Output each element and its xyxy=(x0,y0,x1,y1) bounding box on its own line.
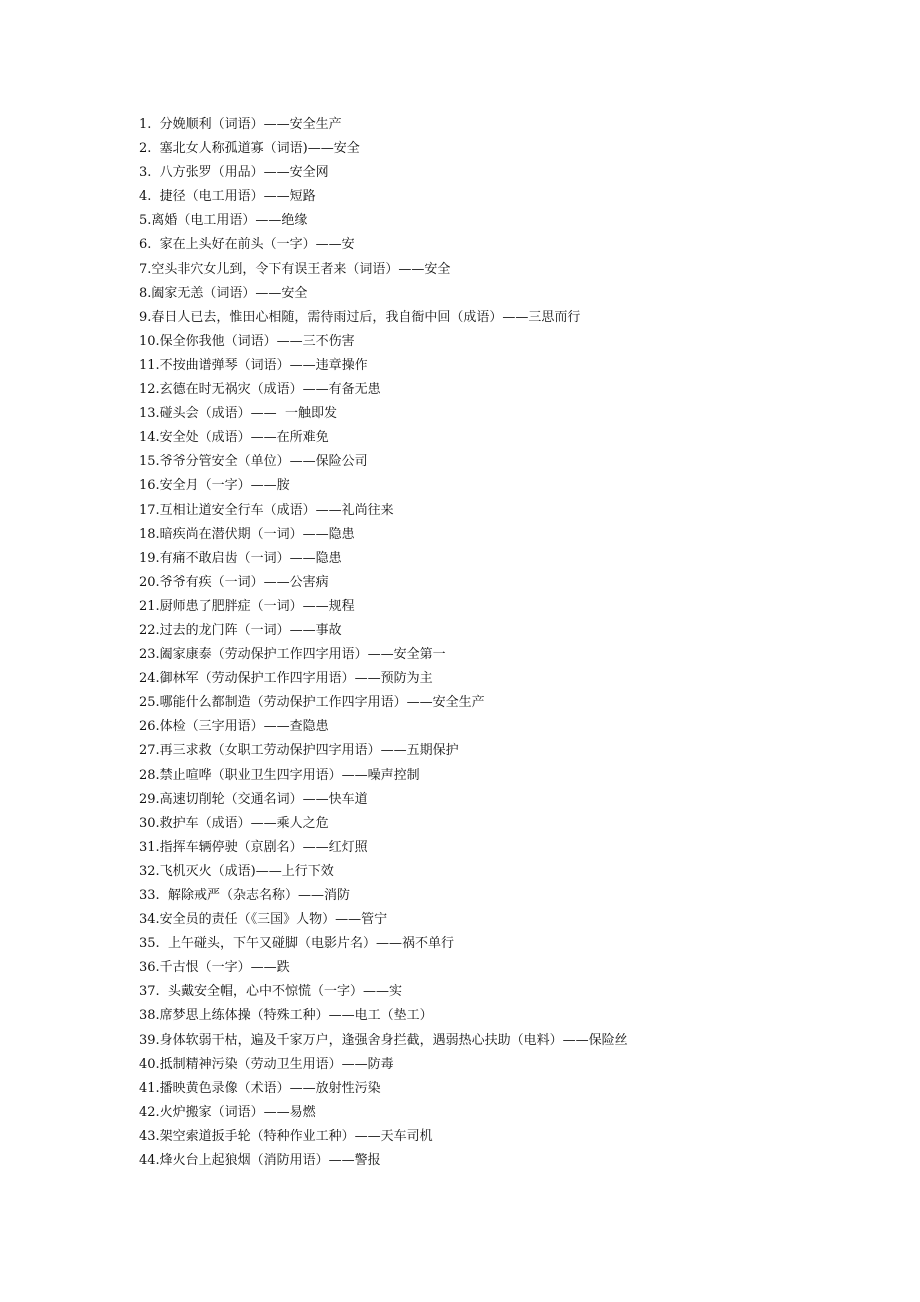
riddle-item xyxy=(139,980,859,1004)
riddle-text: 23.阖家康泰（劳动保护工作四字用语）——安全第一 xyxy=(139,647,446,663)
riddle-item xyxy=(139,1125,859,1149)
riddle-item xyxy=(139,908,859,932)
riddle-item xyxy=(139,1101,859,1125)
riddle-text: 42.火炉搬家（词语）——易燃 xyxy=(139,1104,316,1120)
riddle-item xyxy=(139,667,859,691)
riddle-item xyxy=(139,836,859,860)
riddle-text: 15.爷爷分管安全（单位）——保险公司 xyxy=(139,454,368,470)
riddle-item xyxy=(139,764,859,788)
riddle-item xyxy=(139,1077,859,1101)
riddle-item xyxy=(139,739,859,763)
riddle-text: 24.御林军（劳动保护工作四字用语）——预防为主 xyxy=(139,671,433,687)
riddle-item xyxy=(139,595,859,619)
riddle-item xyxy=(139,185,859,209)
riddle-text: 4. 捷径（电工用语）——短路 xyxy=(139,189,316,205)
riddle-item xyxy=(139,282,859,306)
riddle-text: 22.过去的龙门阵（一词）——事故 xyxy=(139,622,342,638)
riddle-text: 33. 解除戒严（杂志名称）——消防 xyxy=(139,888,350,903)
riddle-item xyxy=(139,812,859,836)
riddle-item xyxy=(139,474,859,498)
riddle-item xyxy=(139,1149,859,1173)
riddle-item xyxy=(139,499,859,523)
riddle-item xyxy=(139,1029,859,1053)
riddle-item xyxy=(139,1053,859,1077)
riddle-item xyxy=(139,378,859,402)
riddle-text: 21.厨师患了肥胖症（一词）——规程 xyxy=(139,598,355,614)
riddle-item xyxy=(139,1004,859,1028)
riddle-item xyxy=(139,233,859,257)
riddle-text: 43.架空索道扳手轮（特种作业工种）——天车司机 xyxy=(139,1128,433,1144)
riddle-text: 25.哪能什么都制造（劳动保护工作四字用语）——安全生产 xyxy=(139,695,485,711)
riddle-item xyxy=(139,643,859,667)
riddle-item xyxy=(139,402,859,426)
riddle-text: 41.播映黄色录像（术语）——放射性污染 xyxy=(139,1080,381,1096)
riddle-text: 26.体检（三字用语）——查隐患 xyxy=(139,719,329,735)
riddle-text: 30.救护车（成语）——乘人之危 xyxy=(139,815,329,831)
riddle-item xyxy=(139,113,859,137)
riddle-item xyxy=(139,209,859,233)
riddle-text: 2. 塞北女人称孤道寡（词语)——安全 xyxy=(139,141,360,157)
riddle-text: 1. 分娩顺利（词语）——安全生产 xyxy=(139,117,342,132)
riddle-text: 28.禁止喧哗（职业卫生四字用语）——噪声控制 xyxy=(139,767,420,783)
riddle-item xyxy=(139,258,859,282)
riddle-item xyxy=(139,426,859,450)
riddle-item xyxy=(139,932,859,956)
riddle-text: 5.离婚（电工用语）——绝缘 xyxy=(139,213,308,229)
riddle-text: 12.玄德在时无祸灾（成语）——有备无患 xyxy=(139,382,381,398)
riddle-text: 37. 头戴安全帽，心中不惊慌（一字）——实 xyxy=(139,984,402,1000)
riddle-text: 7.空头非穴女儿到，令下有误王者来（词语）——安全 xyxy=(139,261,451,277)
riddle-text: 34.安全员的责任（《三国》人物）——管宁 xyxy=(139,912,388,928)
riddle-text: 39.身体软弱干枯，遍及千家万户，逢强舍身拦截，遇弱热心扶助（电料）——保险丝 xyxy=(139,1032,628,1048)
riddle-item xyxy=(139,956,859,980)
riddle-item xyxy=(139,306,859,330)
riddle-text: 16.安全月（一字）——胺 xyxy=(139,478,290,494)
riddle-text: 6. 家在上头好在前头（一字）——安 xyxy=(139,237,355,253)
riddle-item xyxy=(139,330,859,354)
riddle-text: 10.保全你我他（词语）——三不伤害 xyxy=(139,333,355,349)
riddle-item xyxy=(139,450,859,474)
riddle-text: 13.碰头会（成语）—— 一触即发 xyxy=(139,406,337,422)
riddle-text: 44.烽火台上起狼烟（消防用语）——警报 xyxy=(139,1153,381,1169)
riddle-item xyxy=(139,788,859,812)
riddle-text: 35. 上午碰头，下午又碰脚（电影片名）——祸不单行 xyxy=(139,936,454,952)
riddle-text: 14.安全处（成语）——在所难免 xyxy=(139,430,329,446)
riddle-item xyxy=(139,354,859,378)
riddle-item xyxy=(139,619,859,643)
riddle-text: 32.飞机灭火（成语)——上行下效 xyxy=(139,863,334,879)
riddle-item xyxy=(139,161,859,185)
riddle-text: 36.千古恨（一字）——跌 xyxy=(139,960,290,976)
riddle-text: 3. 八方张罗（用品）——安全网 xyxy=(139,165,329,181)
riddle-item xyxy=(139,860,859,884)
riddle-text: 17.互相让道安全行车（成语）——礼尚往来 xyxy=(139,502,394,518)
riddle-item xyxy=(139,571,859,595)
riddle-text: 9.春日人已去，惟田心相随，需待雨过后，我自衙中回（成语）——三思而行 xyxy=(139,309,581,325)
riddle-item xyxy=(139,137,859,161)
riddle-item xyxy=(139,691,859,715)
riddle-item xyxy=(139,523,859,547)
riddle-text: 38.席梦思上练体操（特殊工种）——电工（垫工） xyxy=(139,1008,433,1024)
riddle-text: 27.再三求救（女职工劳动保护四字用语）——五期保护 xyxy=(139,743,459,759)
riddle-text: 31.指挥车辆停驶（京剧名）——红灯照 xyxy=(139,839,368,855)
riddle-item xyxy=(139,547,859,571)
riddle-text: 40.抵制精神污染（劳动卫生用语）——防毒 xyxy=(139,1056,394,1072)
riddle-text: 19.有痛不敢启齿（一词）——隐患 xyxy=(139,550,342,566)
riddle-text: 18.暗疾尚在潜伏期（一词）——隐患 xyxy=(139,526,355,542)
riddle-text: 8.阖家无恙（词语）——安全 xyxy=(139,285,308,301)
riddle-list xyxy=(139,113,859,1173)
riddle-text: 20.爷爷有疾（一词）——公害病 xyxy=(139,574,329,590)
riddle-item xyxy=(139,715,859,739)
riddle-text: 11.不按曲谱弹琴（词语）——违章操作 xyxy=(139,357,368,373)
riddle-text: 29.高速切削轮（交通名词）——快车道 xyxy=(139,791,368,807)
riddle-item xyxy=(139,884,859,908)
